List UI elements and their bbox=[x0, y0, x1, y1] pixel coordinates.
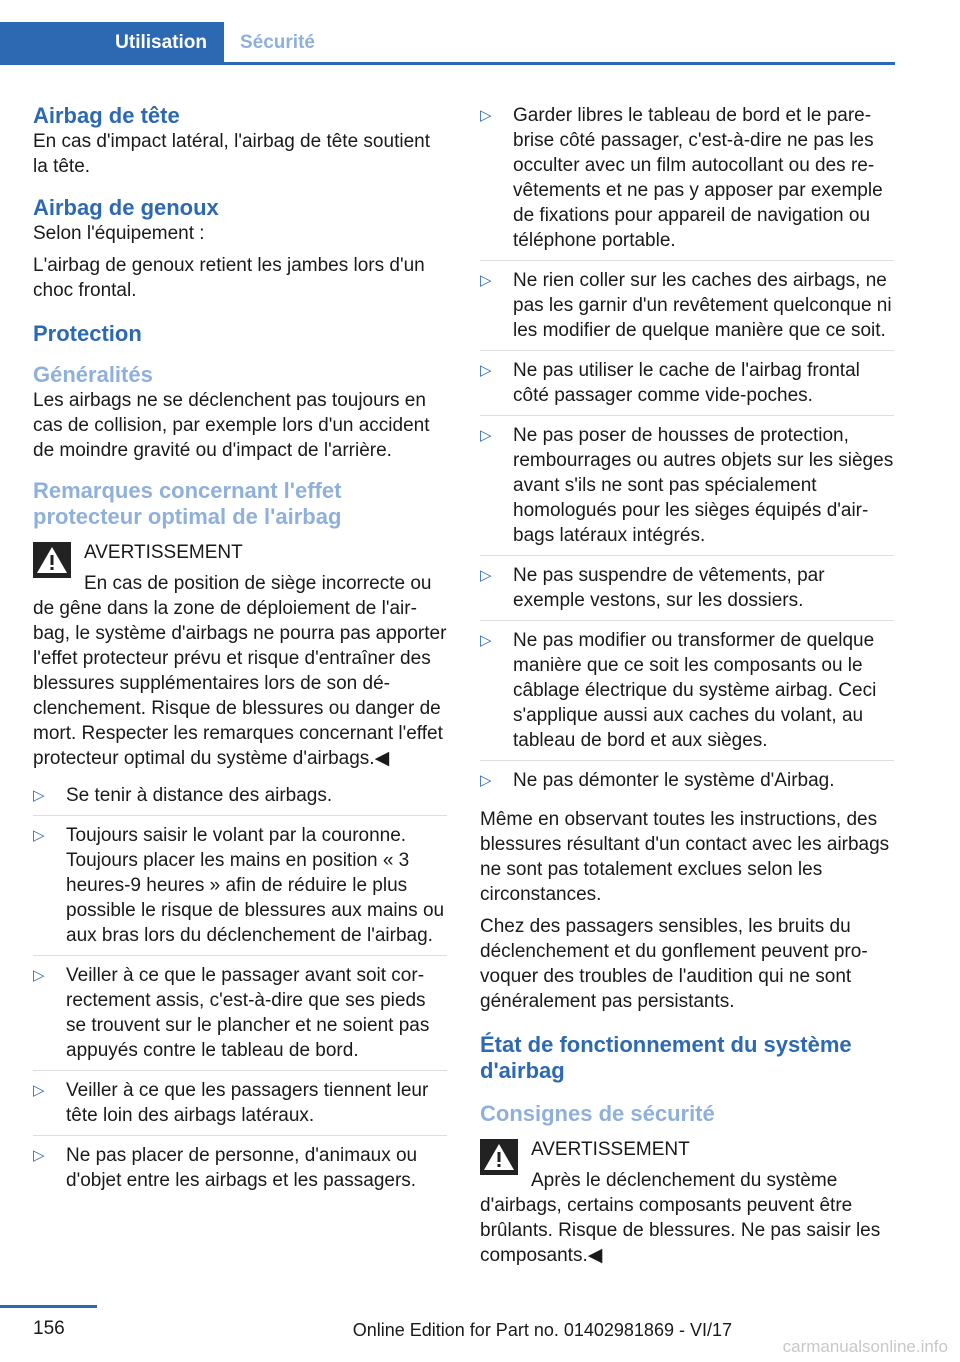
list-item: ▷ Ne pas démonter le système d'Airbag. bbox=[480, 770, 835, 791]
bullet-triangle-icon: ▷ bbox=[480, 427, 492, 444]
list-item: ▷ Garder libres le tableau de bord et le pare-brise côté passager, c'est-à-dire ne pas les occulter avec un film autocollant ou des revêtements et ne pas y apposer par exemple de fixations pour appareil de navigation ou téléphone portable. bbox=[480, 103, 894, 261]
bullet-triangle-icon: ▷ bbox=[33, 787, 45, 804]
bullet-triangle-icon: ▷ bbox=[33, 1147, 45, 1164]
bullet-triangle-icon: ▷ bbox=[480, 107, 492, 124]
list-item: ▷ Ne pas utiliser le cache de l'airbag frontal côté passager comme vide-poches. bbox=[480, 358, 894, 416]
bullet-triangle-icon: ▷ bbox=[480, 567, 492, 584]
safety-list-continued bbox=[480, 103, 894, 800]
safety-list bbox=[33, 783, 447, 1200]
warning-block bbox=[480, 1137, 894, 1268]
heading-protection: Protection bbox=[33, 321, 142, 346]
warning-label: AVERTISSEMENT bbox=[531, 1139, 690, 1160]
footer-rule bbox=[0, 1305, 97, 1308]
section-tabs bbox=[0, 22, 895, 65]
heading-etat-fonctionnement: État de fonctionnement du système d'airbag bbox=[480, 1032, 852, 1083]
warning-block bbox=[33, 540, 447, 771]
bullet-triangle-icon: ▷ bbox=[33, 967, 45, 984]
list-item: ▷ Veiller à ce que les passagers tiennent leur tête loin des airbags latéraux. bbox=[33, 1078, 447, 1136]
list-item: ▷ Veiller à ce que le passager avant soit correctement assis, c'est-à-dire que ses pieds se trouvent sur le plancher et ne soient pas appuyés contre le tableau de bord. bbox=[33, 963, 447, 1071]
list-item: ▷ Ne pas modifier ou transformer de quelque manière que ce soit les composants ou le câblage électrique du système airbag. Ceci s'applique aussi aux caches du volant, au tableau de bord et aux sièges. bbox=[480, 628, 894, 761]
heading-generalites: Généralités bbox=[33, 362, 153, 387]
tab-securite[interactable]: Sécurité bbox=[240, 32, 315, 53]
bullet-triangle-icon: ▷ bbox=[480, 772, 492, 789]
list-item: ▷ Se tenir à distance des airbags. bbox=[33, 783, 447, 816]
edition-note: Online Edition for Part no. 01402981869 - VI/17 bbox=[352, 1320, 732, 1340]
text-audition: Chez des passagers sensibles, les bruits du déclenchement et du gonflement peuvent provoquer des troubles de l'audition qui ne sont généralement pas persistants. bbox=[480, 916, 868, 1012]
text-airbag-genoux-equipement: Selon l'équipement : bbox=[33, 223, 205, 244]
text-airbag-tete: En cas d'impact latéral, l'airbag de tête soutient la tête. bbox=[33, 131, 430, 177]
left-column bbox=[33, 103, 447, 1207]
bullet-triangle-icon: ▷ bbox=[480, 362, 492, 379]
bullet-triangle-icon: ▷ bbox=[33, 827, 45, 844]
bullet-triangle-icon: ▷ bbox=[480, 272, 492, 289]
text-instructions: Même en observant toutes les instructions, des blessures résultant d'un contact avec les airbags ne sont pas totalement exclues selon les circonstances. bbox=[480, 809, 890, 905]
text-airbag-genoux: L'airbag de genoux retient les jambes lors d'un choc frontal. bbox=[33, 255, 425, 301]
heading-airbag-tete: Airbag de tête bbox=[33, 103, 180, 128]
warning-triangle-icon bbox=[33, 542, 71, 578]
text-generalites: Les airbags ne se déclenchent pas toujours en cas de collision, par exemple lors d'un accident de moindre gravité ou d'impact de l'arrière. bbox=[33, 390, 430, 461]
list-item: ▷ Ne rien coller sur les caches des airbags, ne pas les garnir d'un revêtement quelconque ni les modifier de quelque manière que ce soit. bbox=[480, 268, 894, 351]
warning-text: Après le déclenchement du système d'airbags, certains composants peuvent être brûlants. Risque de blessures. Ne pas saisir les composants.◀ bbox=[480, 1170, 881, 1266]
bullet-triangle-icon: ▷ bbox=[480, 632, 492, 649]
bullet-triangle-icon: ▷ bbox=[33, 1082, 45, 1099]
heading-consignes: Consignes de sécurité bbox=[480, 1101, 715, 1126]
list-item: ▷ Ne pas placer de personne, d'animaux ou d'objet entre les airbags et les passagers. bbox=[33, 1145, 418, 1191]
heading-airbag-genoux: Airbag de genoux bbox=[33, 195, 219, 220]
right-column bbox=[480, 103, 894, 1275]
warning-label: AVERTISSEMENT bbox=[84, 542, 243, 563]
page-number: 156 bbox=[33, 1318, 65, 1339]
heading-remarques: Remarques concernant l'effet protecteur optimal de l'airbag bbox=[33, 478, 342, 529]
tab-utilisation[interactable]: Utilisation bbox=[0, 22, 224, 62]
watermark: carmanualsonline.info bbox=[782, 1337, 948, 1356]
list-item: ▷ Toujours saisir le volant par la couronne. Toujours placer les mains en position « 3 heures-9 heures » afin de réduire le plus possible le risque de blessures aux mains ou aux bras lors du déclenchement de l'airbag. bbox=[33, 823, 447, 956]
warning-text: En cas de position de siège incorrecte ou de gêne dans la zone de déploiement de l'airbag, le système d'airbags ne pourra pas apporter l'effet protecteur prévu et risque d'entraîner des blessures supplémentaires lors de son déclenchement. Risque de blessures ou danger de mort. Respecter les remarques concernant l'effet protecteur optimal du système d'airbags.◀ bbox=[33, 573, 447, 769]
list-item: ▷ Ne pas suspendre de vêtements, par exemple vestons, sur les dossiers. bbox=[480, 563, 894, 621]
warning-triangle-icon bbox=[480, 1139, 518, 1175]
list-item: ▷ Ne pas poser de housses de protection, rembourrages ou autres objets sur les sièges avant s'ils ne sont pas spécialement homologués pour les sièges équipés d'airbags latéraux intégrés. bbox=[480, 423, 894, 556]
